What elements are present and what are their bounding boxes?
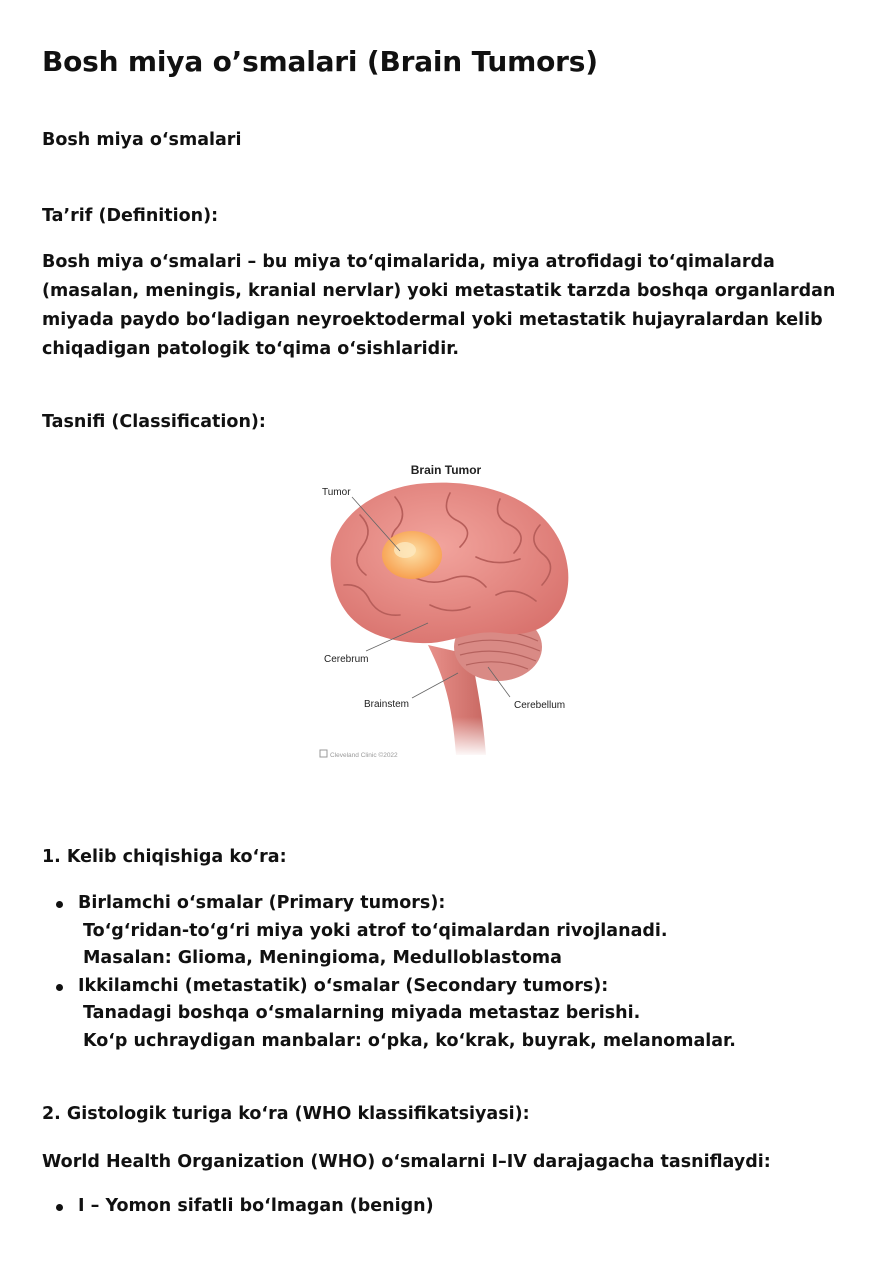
list-item-detail: Toʻgʻridan-toʻgʻri miya yoki atrof toʻqimalardan rivojlanadi. <box>83 920 668 941</box>
cleveland-clinic-logo-icon <box>320 750 327 757</box>
label-cerebellum: Cerebellum <box>514 700 566 711</box>
list-item-label: Ikkilamchi (metastatik) oʻsmalar (Secondary tumors): <box>78 975 609 996</box>
list-item-label: I – Yomon sifatli boʻlmagan (benign) <box>78 1196 434 1216</box>
brainstem-fade <box>450 717 492 757</box>
list-item-detail: Koʻp uchraydigan manbalar: oʻpka, koʻkrak, buyrak, melanomalar. <box>83 1030 736 1051</box>
section1-heading: 1. Kelib chiqishiga koʻra: <box>42 847 287 867</box>
cerebrum-shape <box>331 483 569 644</box>
figure-title: Brain Tumor <box>410 463 482 477</box>
list-item-detail: Masalan: Glioma, Meningioma, Medulloblastoma <box>83 948 562 968</box>
section1-list <box>56 890 736 1055</box>
section2-paragraph: World Health Organization (WHO) oʻsmalarni I–IV darajagacha tasniflaydi: <box>42 1152 771 1172</box>
bullet-icon <box>56 1204 63 1211</box>
label-tumor: Tumor <box>322 487 351 498</box>
definition-heading: Taʼrif (Definition): <box>42 206 219 226</box>
list-item <box>56 1193 434 1221</box>
figure-credit: Cleveland Clinic ©2022 <box>330 752 398 759</box>
list-item-label: Birlamchi oʻsmalar (Primary tumors): <box>78 893 446 913</box>
label-brainstem: Brainstem <box>364 699 410 710</box>
tumor-highlight <box>394 542 416 558</box>
bullet-icon <box>56 901 63 908</box>
section2-heading: 2. Gistologik turiga koʻra (WHO klassifikatsiyasi): <box>42 1104 530 1124</box>
list-item-detail: Tanadagi boshqa oʻsmalarning miyada metastaz berishi. <box>83 1003 641 1023</box>
definition-paragraph: Bosh miya oʻsmalari – bu miya toʻqimalarida, miya atrofidagi toʻqimalarda (masalan, meningis, kranial nervlar) yoki metastatik tarzda boshqa organlardan miyada paydo boʻladigan neyroektodermal yoki metastatik hujayralardan kelib chiqadigan patologik toʻqima oʻsishlaridir. <box>42 252 836 359</box>
brain-illustration <box>300 455 590 765</box>
bullet-icon <box>56 984 63 991</box>
section2-list <box>56 1193 434 1221</box>
classification-heading: Tasnifi (Classification): <box>42 412 266 432</box>
subtitle: Bosh miya oʻsmalari <box>42 130 242 150</box>
label-cerebrum: Cerebrum <box>324 654 369 665</box>
list-item <box>56 890 736 973</box>
list-item <box>56 973 736 1056</box>
page-title: Bosh miya o’smalari (Brain Tumors) <box>42 45 598 78</box>
brain-tumor-figure <box>300 455 590 765</box>
